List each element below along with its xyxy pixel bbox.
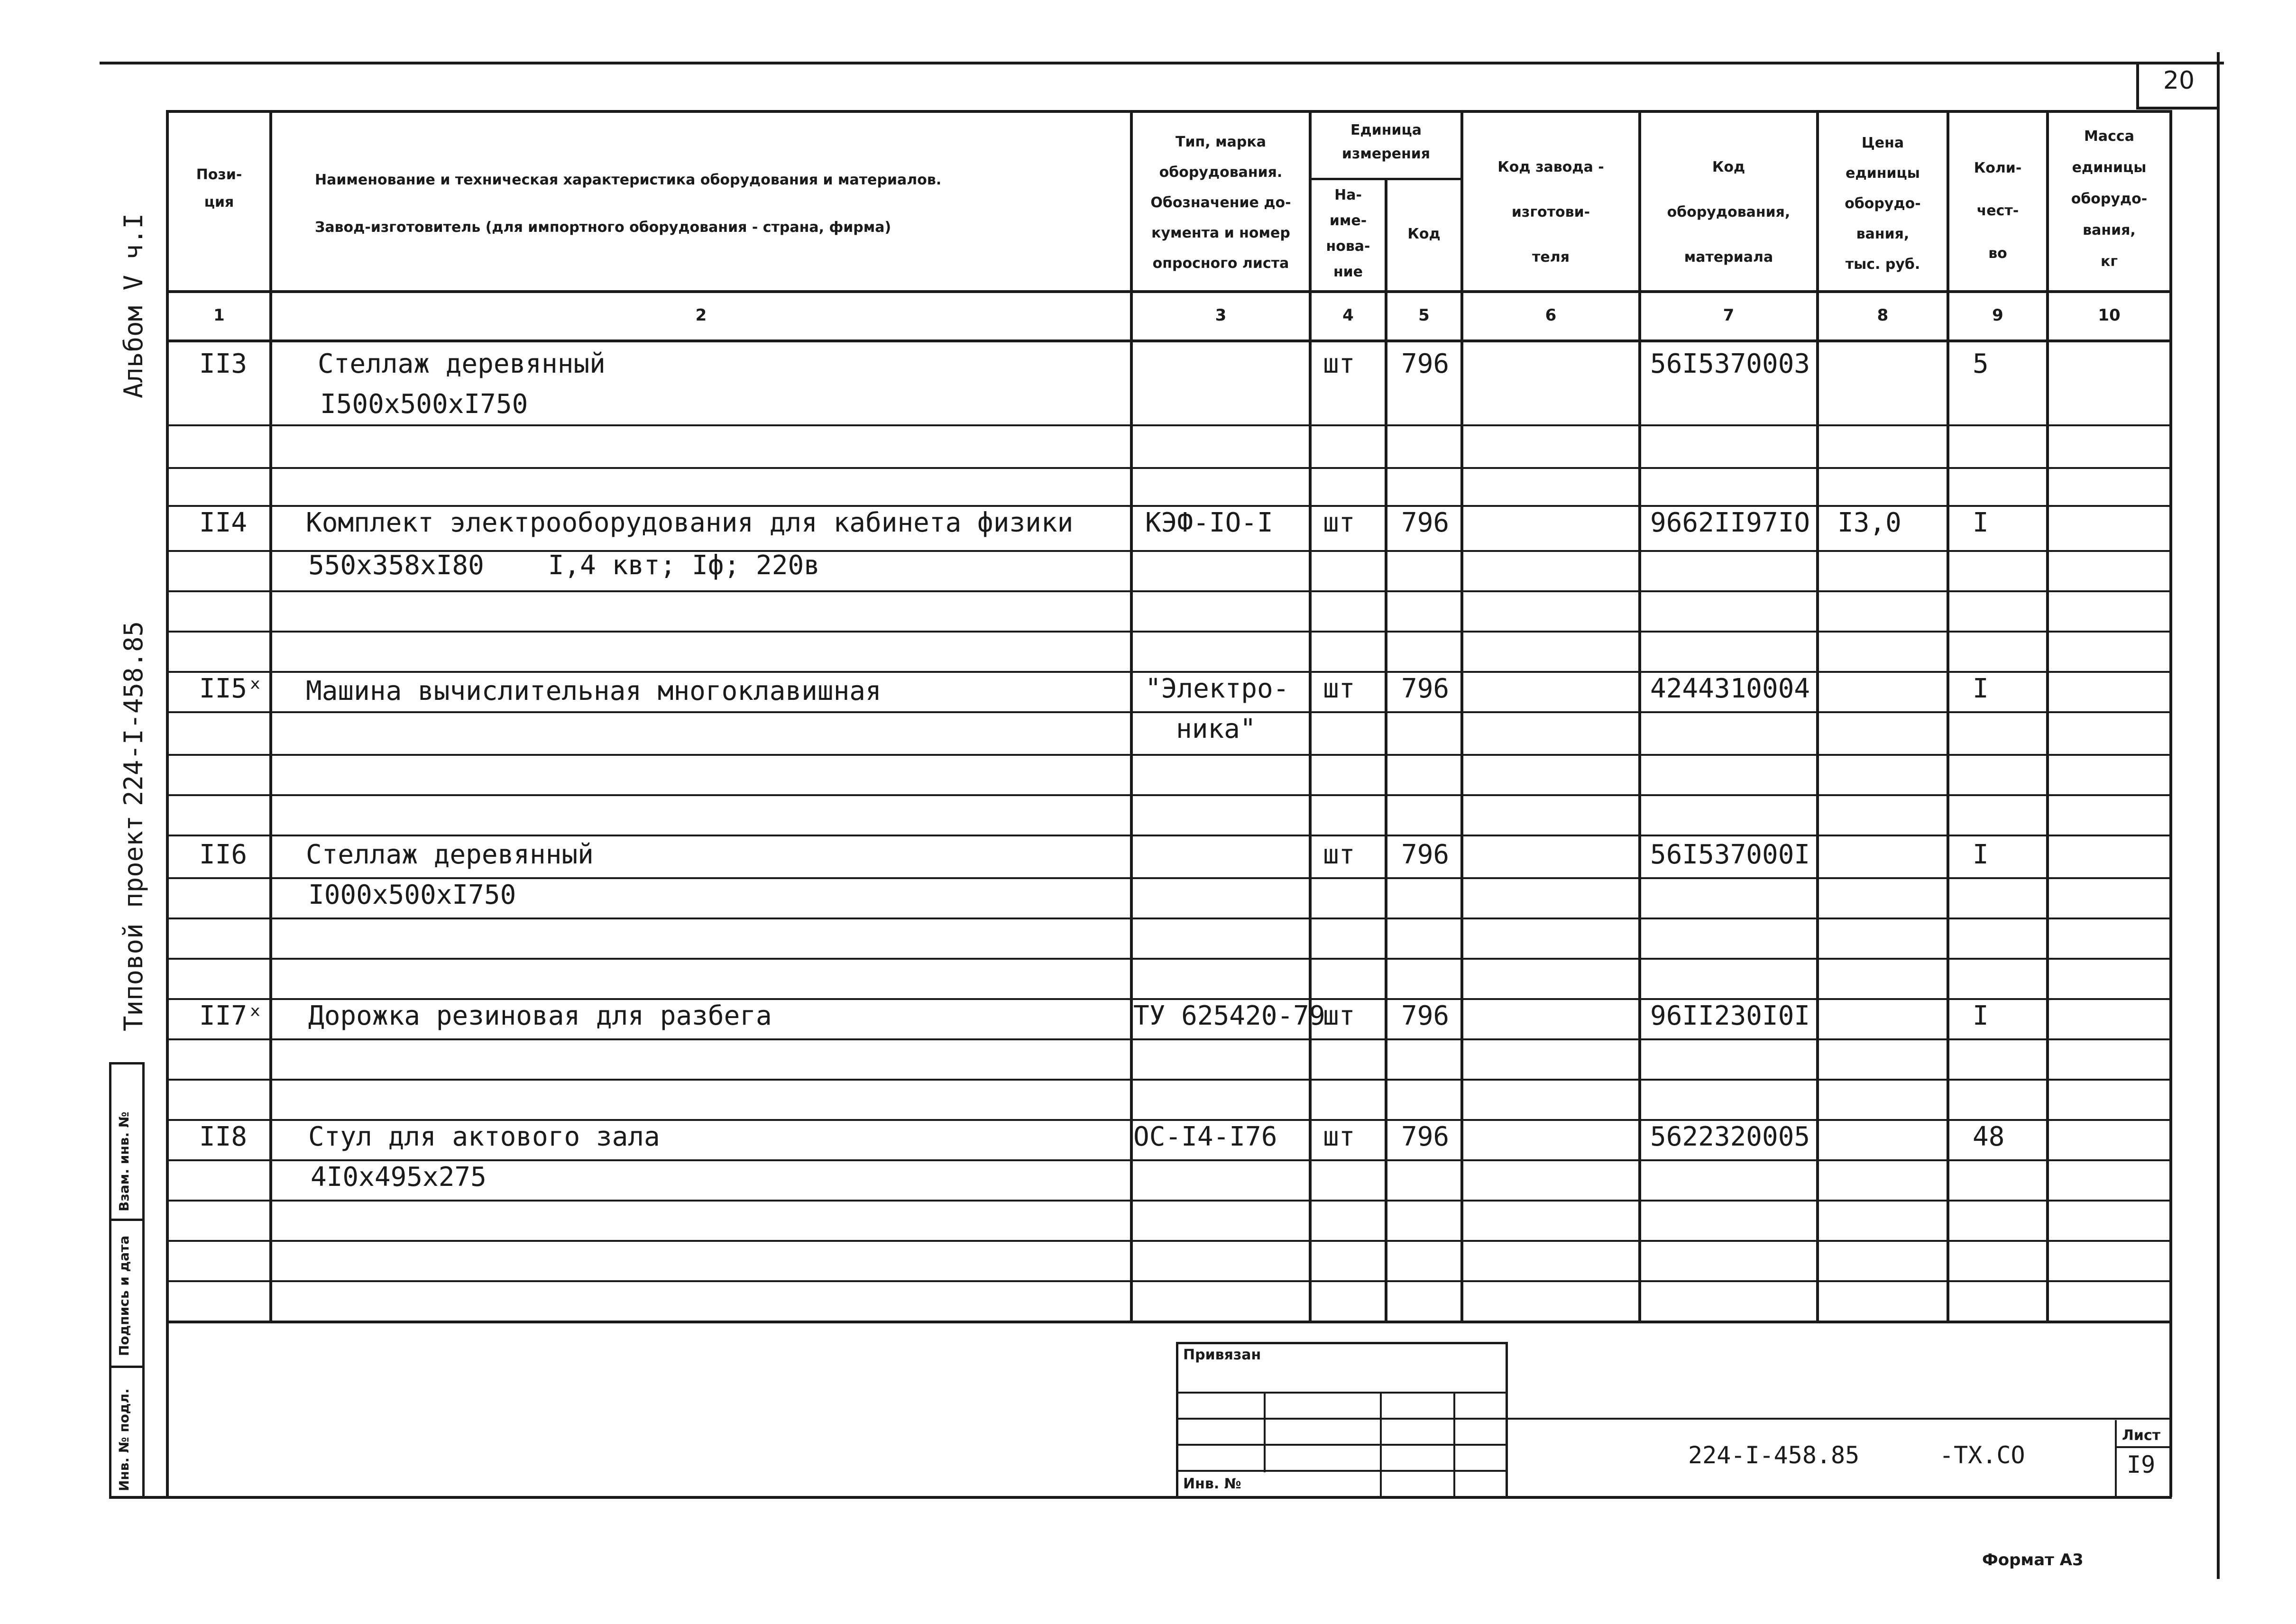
row-type-line2: ника" [1176,714,1256,744]
row-position: II5ˣ [199,673,263,704]
margin-box-mid [142,1062,145,1498]
row-name: Стеллаж деревянный [306,839,594,870]
row-unit-code: 796 [1401,1121,1450,1152]
stamp-inv-no: Инв. № [1183,1476,1241,1492]
header-equip-code: Код оборудования, материала [1667,159,1791,266]
row-name: Стул для актового зала [308,1121,660,1152]
doc-code: 224-I-458.85 [1688,1441,1860,1469]
col-line-3 [1309,110,1312,1322]
project-code-label: 224-I-458.85 [119,621,148,806]
stamp-inner-v [1380,1392,1382,1498]
row-position: II7ˣ [199,1000,263,1031]
row-unit-code: 796 [1401,507,1450,538]
row-equip-code: 56I5370003 [1650,349,1810,379]
colnum-2: 2 [695,306,707,325]
row-line [166,590,2172,592]
colnum-7: 7 [1723,306,1735,325]
header-qty: Коли- чест- во [1974,160,2022,262]
row-price: I3,0 [1837,507,1901,538]
row-line [166,1280,2172,1282]
stamp-inner-h [1176,1418,1508,1420]
row-name: Комплект электрооборудования для кабинета физики [306,507,1074,538]
row-unit: шт [1323,673,1355,704]
album-label: Альбом V ч.I [119,213,148,398]
col-line-6 [1638,110,1641,1322]
col-line-9 [2046,110,2049,1322]
row-unit-code: 796 [1401,673,1450,704]
stamp-inner-h [1176,1470,1508,1472]
row-line [166,835,2172,836]
colnum-3: 3 [1215,306,1227,325]
row-name-line2: 550x358xI80 I,4 квт; Iф; 220в [308,550,820,581]
inv-podl-label: Инв. № подл. [116,1388,132,1491]
row-type: ОС-I4-I76 [1133,1121,1277,1152]
stamp-privyazan: Привязан [1183,1347,1261,1363]
row-name-line2: 4I0x495x275 [311,1162,487,1193]
row-equip-code: 56I537000I [1650,839,1810,870]
row-type: "Электро- [1145,673,1289,704]
row-line [166,918,2172,919]
stamp-inner-v [1264,1392,1266,1472]
row-line [166,1200,2172,1202]
colnum-8: 8 [1877,306,1889,325]
row-qty: I [1973,1000,1989,1031]
row-equip-code: 4244310004 [1650,673,1810,704]
project-type-label: Типовой проект [119,815,148,1031]
row-position: II4 [199,507,248,538]
header-mass: Масса единицы оборудо- вания, кг [2071,128,2148,270]
row-line [166,631,2172,633]
row-qty: I [1973,839,1989,870]
row-name: Стеллаж деревянный [318,349,606,379]
row-unit-code: 796 [1401,839,1450,870]
row-equip-code: 9662II97IO [1650,507,1810,538]
header-type: Тип, марка оборудования. Обозначение до- кумента и номер опросного листа [1150,134,1291,272]
col-line-8 [1947,110,1949,1322]
row-unit: шт [1323,349,1355,379]
row-line [166,505,2172,507]
row-line [166,424,2172,426]
header-position: Пози- ция [196,166,242,211]
list-box-mid [2115,1446,2172,1448]
header-factory-code: Код завода - изготови- теля [1497,159,1604,266]
list-box-left [2115,1420,2117,1498]
col-line-5 [1460,110,1463,1322]
colnum-1: 1 [213,306,225,325]
row-position: II8 [199,1121,248,1152]
row-position: II6 [199,839,248,870]
row-qty: 5 [1973,349,1989,379]
row-unit-code: 796 [1401,1000,1450,1031]
row-line [166,794,2172,796]
row-line [166,1119,2172,1121]
col-line-7 [1816,110,1819,1322]
stamp-box-right [1506,1342,1508,1498]
row-equip-code: 5622320005 [1650,1121,1810,1152]
doc-code-line [1506,1418,2172,1420]
colnum-5: 5 [1418,306,1430,325]
right-border-line [2217,52,2220,1579]
row-unit: шт [1323,507,1355,538]
colnum-bottom-line [166,339,2172,342]
row-line [166,958,2172,960]
header-unit-group: Единица измерения [1341,122,1431,162]
sheet-number-box-left [2136,62,2139,109]
stamp-inner-h [1176,1444,1508,1446]
colnum-6: 6 [1545,306,1557,325]
vzam-inv-label: Взам. инв. № [116,1111,132,1211]
header-bottom-line [166,290,2172,293]
margin-box-left [109,1062,111,1498]
row-line [166,671,2172,673]
col-line-10 [2169,110,2172,1497]
row-line [166,877,2172,879]
row-line [166,467,2172,469]
row-name: Машина вычислительная многоклавишная [306,676,882,706]
colnum-10: 10 [2098,306,2121,325]
row-position: II3 [199,349,248,379]
row-equip-code: 96II230I0I [1650,1000,1810,1031]
sheet-number-box-bottom [2136,107,2219,110]
table-top-line [166,110,2172,113]
row-line [166,1079,2172,1081]
sheet-number-top: 20 [2163,66,2195,95]
row-qty: I [1973,507,1989,538]
row-name-line2: I500x500xI750 [320,389,528,420]
row-unit: шт [1323,1000,1355,1031]
header-unit-code: Код [1407,226,1441,242]
list-value: I9 [2127,1451,2156,1478]
table-bottom-line [166,1321,2172,1323]
top-border-line [100,62,2224,64]
doc-suffix: -ТХ.СО [1939,1441,2025,1469]
stamp-inner-v [1453,1392,1455,1498]
row-line [166,711,2172,713]
format-label: Формат А3 [1982,1551,2084,1569]
row-unit: шт [1323,839,1355,870]
row-unit-code: 796 [1401,349,1450,379]
stamp-box-top [1176,1342,1508,1344]
row-line [166,754,2172,756]
header-unit-name: На- име- нова- ние [1326,187,1370,280]
margin-box-top [109,1062,145,1064]
row-type: ТУ 625420-79 [1133,1000,1325,1031]
row-line [166,998,2172,1000]
row-qty: 48 [1973,1121,2005,1152]
row-name: Дорожка резиновая для разбега [308,1000,772,1031]
col-line-1 [269,110,272,1322]
row-unit: шт [1323,1121,1355,1152]
col-line-4 [1385,178,1387,1322]
list-label: Лист [2122,1427,2161,1444]
row-name-line2: I000x500xI750 [308,880,516,910]
frame-bottom-line [109,1496,2172,1499]
row-line [166,1038,2172,1040]
unit-subheader-line [1309,178,1463,180]
col-line-2 [1130,110,1133,1322]
header-price: Цена единицы оборудо- вания, тыс. руб. [1845,135,1921,273]
colnum-9: 9 [1992,306,2003,325]
header-name: Наименование и техническая характеристика оборудования и материалов. Завод-изготовитель (для импортного оборудования - страна, фирма) [315,172,942,236]
stamp-box-left [1176,1342,1178,1498]
row-line [166,1240,2172,1242]
podp-data-label: Подпись и дата [116,1235,132,1356]
row-qty: I [1973,673,1989,704]
row-line [166,1159,2172,1161]
row-type: КЭФ-IO-I [1145,507,1273,538]
margin-box-sep [109,1366,145,1368]
stamp-inner-h [1176,1392,1508,1394]
colnum-4: 4 [1342,306,1354,325]
margin-box-sep [109,1219,145,1221]
